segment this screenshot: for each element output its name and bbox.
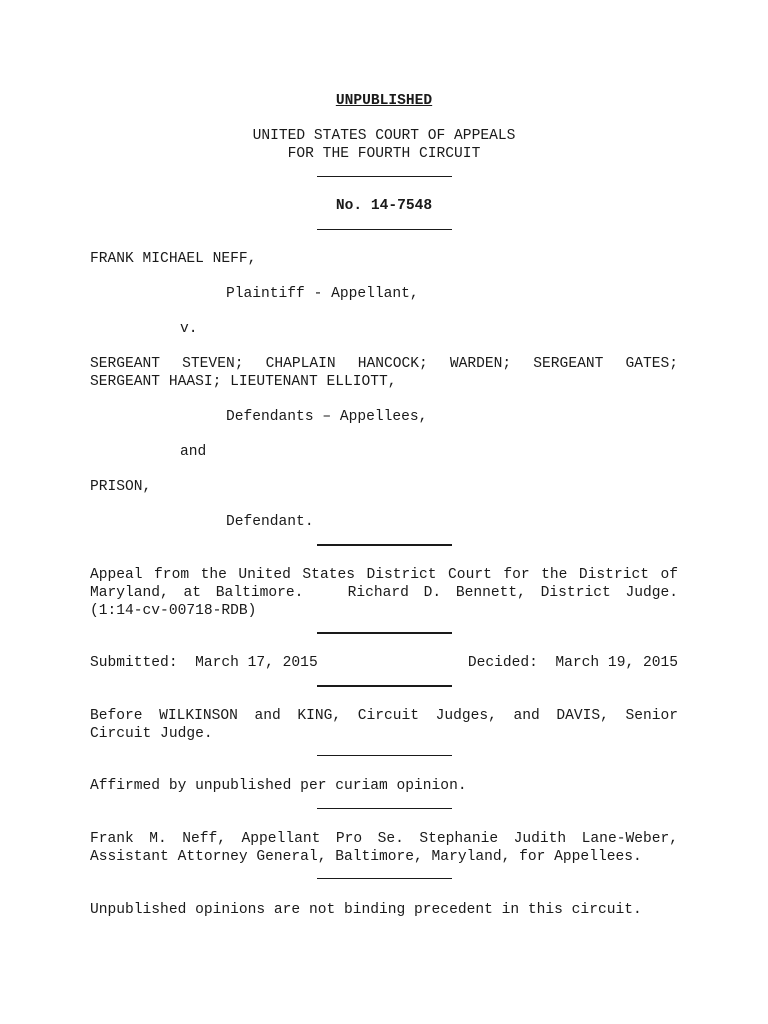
case-number: No. 14-7548 — [335, 198, 433, 214]
court-name-line1: UNITED STATES COURT OF APPEALS — [252, 128, 516, 144]
panel-line1: Before WILKINSON and KING, Circuit Judges, and DAVIS, Senior — [90, 708, 678, 724]
divider-rule — [317, 544, 452, 546]
appeal-line2: Maryland, at Baltimore. Richard D. Bennett, District Judge. — [90, 585, 678, 601]
divider-rule — [317, 878, 452, 879]
conjunction-and: and — [180, 444, 207, 460]
versus-label: v. — [180, 321, 198, 337]
appeal-line1: Appeal from the United States District Court for the District of — [90, 567, 678, 583]
divider-rule — [317, 808, 452, 809]
divider-rule — [317, 229, 452, 230]
counsel-line2: Assistant Attorney General, Baltimore, Maryland, for Appellees. — [90, 849, 642, 865]
court-name-line2: FOR THE FOURTH CIRCUIT — [287, 146, 481, 162]
divider-rule — [317, 755, 452, 756]
dates-row — [90, 654, 678, 672]
defendants-line1: SERGEANT STEVEN; CHAPLAIN HANCOCK; WARDEN; SERGEANT GATES; — [90, 356, 678, 372]
precedent-note: Unpublished opinions are not binding precedent in this circuit. — [90, 902, 642, 918]
disposition: Affirmed by unpublished per curiam opinion. — [90, 778, 467, 794]
counsel-line1: Frank M. Neff, Appellant Pro Se. Stephanie Judith Lane-Weber, — [90, 831, 678, 847]
divider-rule — [317, 632, 452, 634]
divider-rule — [317, 176, 452, 177]
panel-line2: Circuit Judge. — [90, 726, 213, 742]
decided-date: Decided: March 19, 2015 — [467, 655, 678, 671]
plaintiff-name: FRANK MICHAEL NEFF, — [90, 251, 257, 267]
defendants-role: Defendants – Appellees, — [226, 409, 428, 425]
other-defendant-role: Defendant. — [226, 514, 314, 530]
plaintiff-role: Plaintiff - Appellant, — [226, 286, 419, 302]
submitted-date: Submitted: March 17, 2015 — [90, 655, 318, 671]
other-defendant: PRISON, — [90, 479, 152, 495]
appeal-line3: (1:14-cv-00718-RDB) — [90, 603, 257, 619]
divider-rule — [317, 685, 452, 687]
defendants-line2: SERGEANT HAASI; LIEUTENANT ELLIOTT, — [90, 374, 397, 390]
unpublished-heading: UNPUBLISHED — [335, 93, 433, 109]
